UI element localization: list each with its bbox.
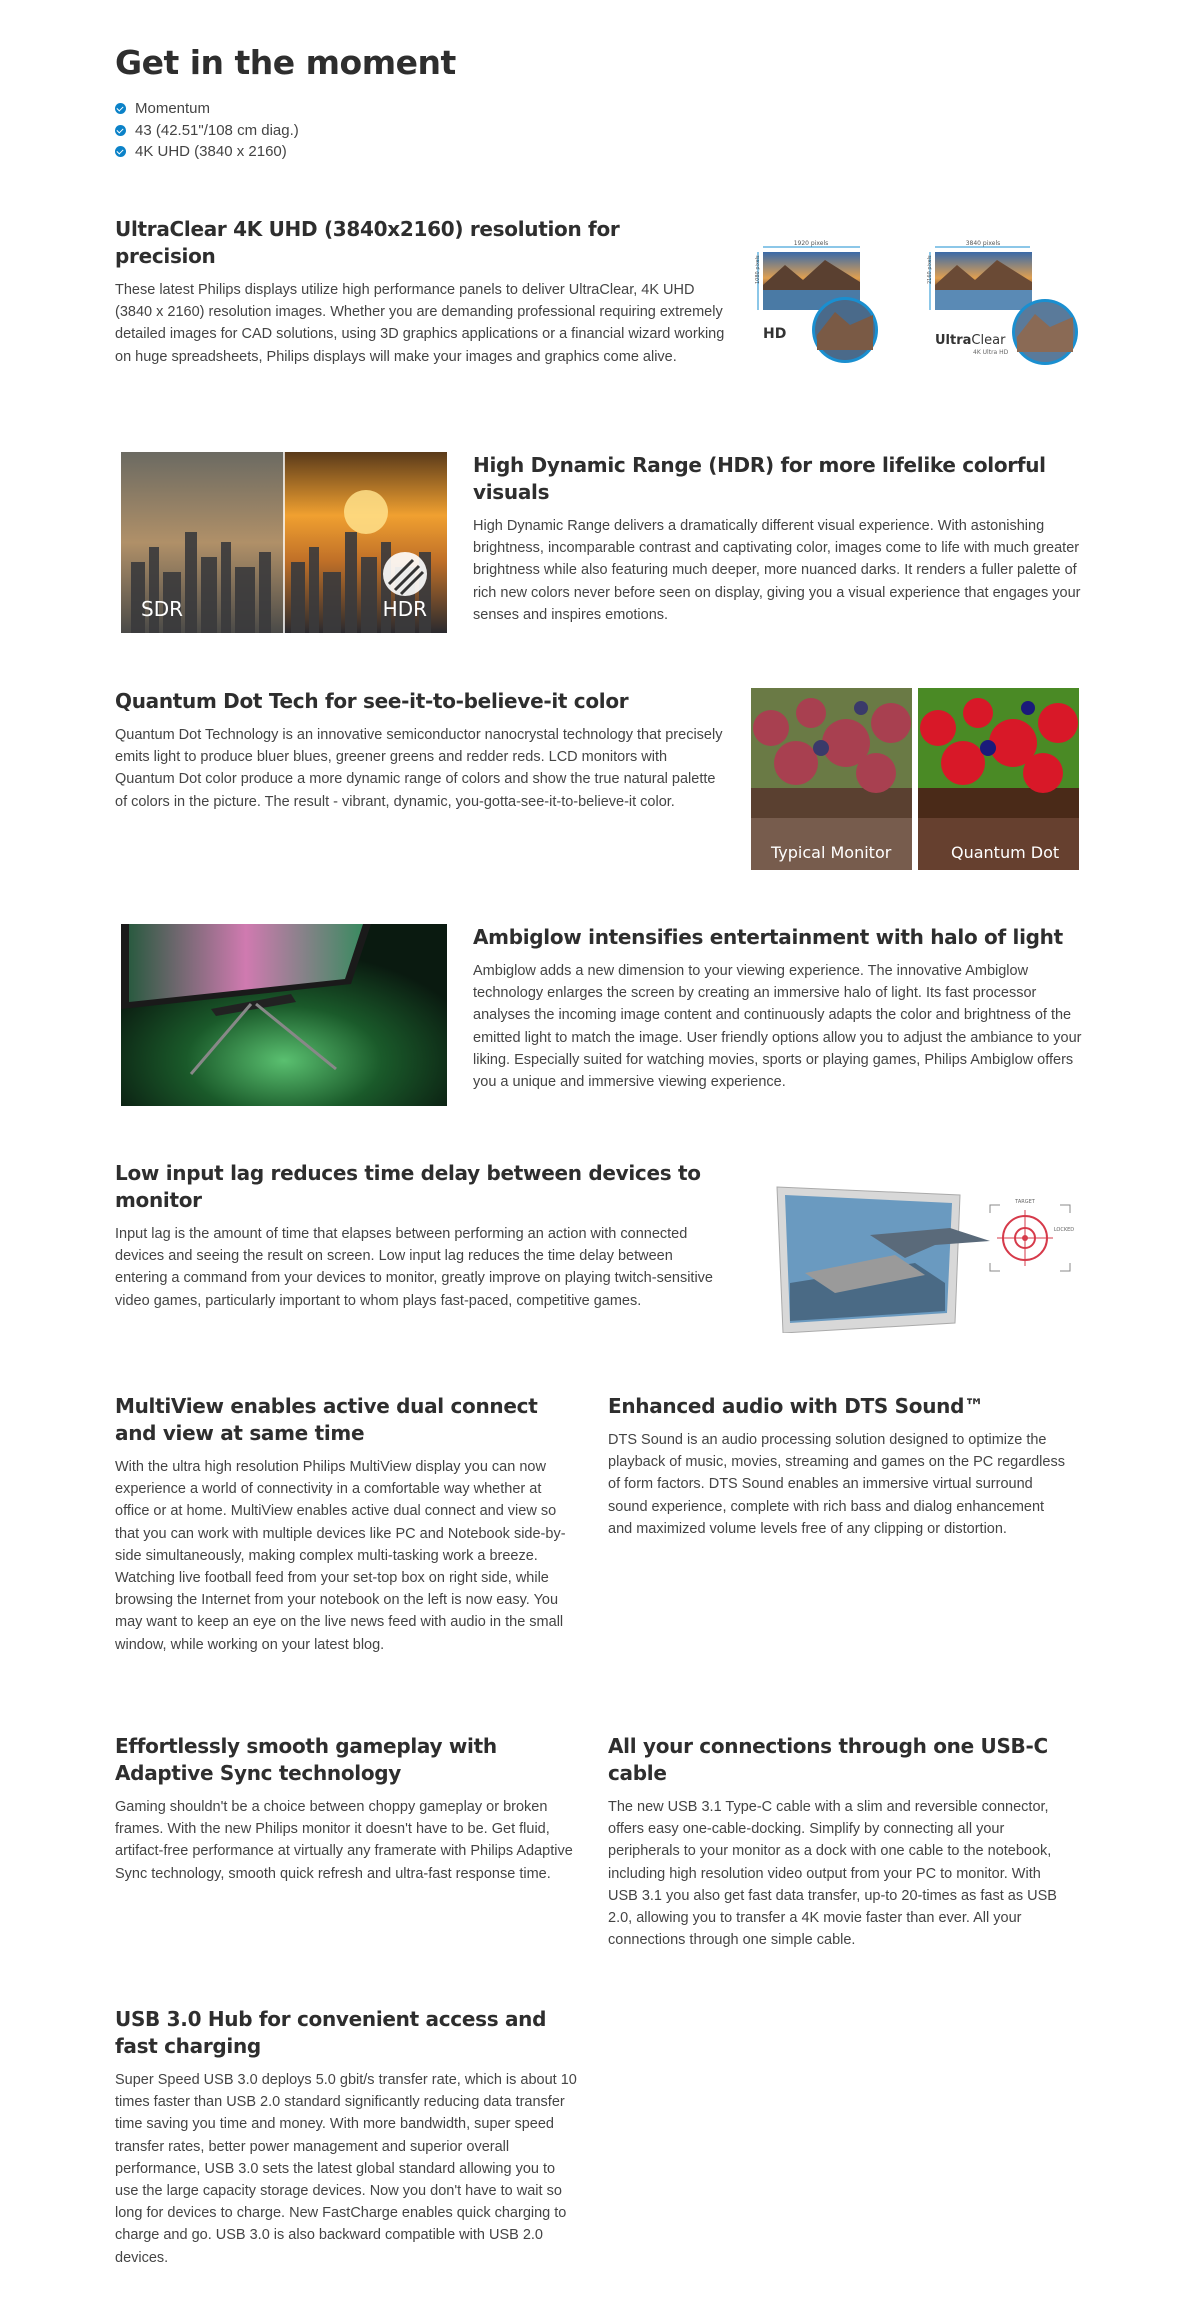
ambiglow-image <box>121 924 447 1106</box>
feature-description: Quantum Dot Technology is an innovative semiconductor nanocrystal technology that precisely emits light to produce bluer blues, greener greens and redder reds. LCD monitors with Quantum Dot color produce a more dynamic range of colors and show the true natural palette of colors in the picture. The result - vibrant, dynamic, you-gotta-see-it-to-believe-it color. <box>115 727 723 810</box>
hd-label: HD <box>763 326 787 342</box>
key-spec-item: 43 (42.51"/108 cm diag.) <box>115 120 299 142</box>
feature-description: High Dynamic Range delivers a dramatically different visual experience. With astonishing brightness, incomparable contrast and captivating color, images come to life with much greater brightness while also featuring much deeper, more nuanced darks. It renders a fuller palette of rich new colors never before seen on display, giving you a visual experience that engages your senses and inspires emotions. <box>473 518 1081 623</box>
typical-monitor-label: Typical Monitor <box>771 843 892 862</box>
ultraclear-comparison-image <box>755 240 1080 372</box>
uc-sub-label: 4K Ultra HD <box>973 349 1009 356</box>
quantum-dot-label: Quantum Dot <box>951 843 1060 862</box>
hdr-label: HDR <box>382 597 427 621</box>
locked-label: LOCKED <box>1053 1227 1075 1233</box>
feature-title: Ambiglow intensifies entertainment with halo of light <box>473 925 1063 949</box>
feature-title: MultiView enables active dual connect and view at same time <box>115 1394 538 1445</box>
feature-description: DTS Sound is an audio processing solution designed to optimize the playback of music, movies, streaming and games on the PC regardless of form factors. DTS Sound enables an immersive virtual surround sound experience, complete with rich bass and dialog enhancement and maximized volume levels free of any clipping or distortion. <box>608 1432 1065 1537</box>
hd-width-label: 1920 pixels <box>793 240 829 247</box>
input-lag-image <box>775 1183 1080 1333</box>
feature-dts-sound <box>608 1393 1070 1540</box>
feature-adaptive-sync <box>115 1733 577 1885</box>
feature-title: High Dynamic Range (HDR) for more lifelike colorful visuals <box>473 453 1046 504</box>
uc-width-label: 3840 pixels <box>965 240 1001 247</box>
check-icon <box>115 146 126 157</box>
page-title: Get in the moment <box>115 43 456 82</box>
check-icon <box>115 125 126 136</box>
key-spec-item: Momentum <box>115 98 299 120</box>
quantum-dot-comparison-image <box>751 688 1079 870</box>
feature-usb-c <box>608 1733 1070 1951</box>
svg-text:UltraClear <box>935 333 1006 348</box>
feature-usb-hub <box>115 2006 577 2269</box>
feature-description: Gaming shouldn't be a choice between choppy gameplay or broken frames. With the new Philips monitor it doesn't have to be. Get fluid, artifact-free performance at virtually any framerate with Philips Adaptive Sync technology, smooth quick refresh and ultra-fast response time. <box>115 1799 573 1882</box>
feature-ambiglow <box>473 924 1083 1093</box>
feature-description: With the ultra high resolution Philips MultiView display you can now experience a world of connectivity in a comfortable way whether at office or at home. MultiView enables active dual connect and view so that you can work with multiple devices like PC and Notebook side-by-side simultaneously, making complex multi-tasking work a breeze. Watching live football feed from your set-top box on right side, while browsing the Internet from your notebook on the left is now easy. You may want to keep an eye on the live news feed with audio in the small window, while working on your latest blog. <box>115 1459 566 1653</box>
feature-description: The new USB 3.1 Type-C cable with a slim and reversible connector, offers easy one-cable-docking. Simplify by connecting all your peripherals to your monitor as a dock with one cable to the notebook, including high resolution video output from your PC to monitor. With USB 3.1 you also get fast data transfer, up-to 20-times as fast as USB 2.0, allowing you to transfer a 4K movie faster than ever. All your connections through one simple cable. <box>608 1799 1057 1949</box>
feature-input-lag <box>115 1160 725 1312</box>
target-label: TARGET <box>1015 1199 1035 1205</box>
feature-description: These latest Philips displays utilize high performance panels to deliver UltraClear, 4K UHD (3840 x 2160) resolution images. Whether you are demanding professional requiring extremely detailed images for CAD solutions, using 3D graphics applications or a financial wizard working on huge spreadsheets, Philips displays will make your images and graphics come alive. <box>115 282 725 365</box>
key-spec-item: 4K UHD (3840 x 2160) <box>115 141 299 163</box>
feature-description: Input lag is the amount of time that elapses between performing an action with connected devices and seeing the result on screen. Low input lag reduces the time delay between entering a command from your devices to monitor, greatly improve on playing twitch-sensitive video games, particularly important to whom plays fast-paced, competitive games. <box>115 1226 713 1309</box>
hd-height-label: 1080 pixels <box>755 255 761 284</box>
feature-title: Enhanced audio with DTS Sound™ <box>608 1394 984 1418</box>
feature-title: USB 3.0 Hub for convenient access and fast charging <box>115 2007 547 2058</box>
feature-title: Quantum Dot Tech for see-it-to-believe-it color <box>115 689 629 713</box>
feature-title: Effortlessly smooth gameplay with Adaptive Sync technology <box>115 1734 497 1785</box>
check-icon <box>115 103 126 114</box>
sdr-label: SDR <box>141 597 183 621</box>
hdr-comparison-image <box>121 452 447 633</box>
feature-title: UltraClear 4K UHD (3840x2160) resolution for precision <box>115 217 620 268</box>
uc-height-label: 2160 pixels <box>927 255 933 284</box>
feature-quantum-dot <box>115 688 725 813</box>
feature-hdr <box>473 452 1083 626</box>
uc-label-light: Clear <box>971 333 1006 348</box>
key-spec-list <box>115 98 299 163</box>
feature-ultraclear <box>115 216 725 368</box>
feature-multiview <box>115 1393 577 1656</box>
feature-title: All your connections through one USB-C cable <box>608 1734 1048 1785</box>
feature-description: Super Speed USB 3.0 deploys 5.0 gbit/s transfer rate, which is about 10 times faster than USB 2.0 standard significantly reducing data transfer time saving you time and money. With more bandwidth, super speed transfer rates, better power management and superior overall performance, USB 3.0 sets the latest global standard allowing you to use the large capacity storage devices. Now you don't have to wait so long for devices to charge. New FastCharge enables quick charging to charge and go. USB 3.0 is also backward compatible with USB 2.0 devices. <box>115 2072 577 2266</box>
feature-title: Low input lag reduces time delay between devices to monitor <box>115 1161 701 1212</box>
feature-description: Ambiglow adds a new dimension to your viewing experience. The innovative Ambiglow technology enlarges the screen by creating an immersive halo of light. Its fast processor analyses the incoming image content and continuously adapts the color and brightness of the emitted light to match the image. User friendly options allow you to adjust the ambiance to your liking. Especially suited for watching movies, sports or playing games, Philips Ambiglow offers you a unique and immersive viewing experience. <box>473 963 1082 1091</box>
uc-label-bold: Ultra <box>935 333 972 348</box>
